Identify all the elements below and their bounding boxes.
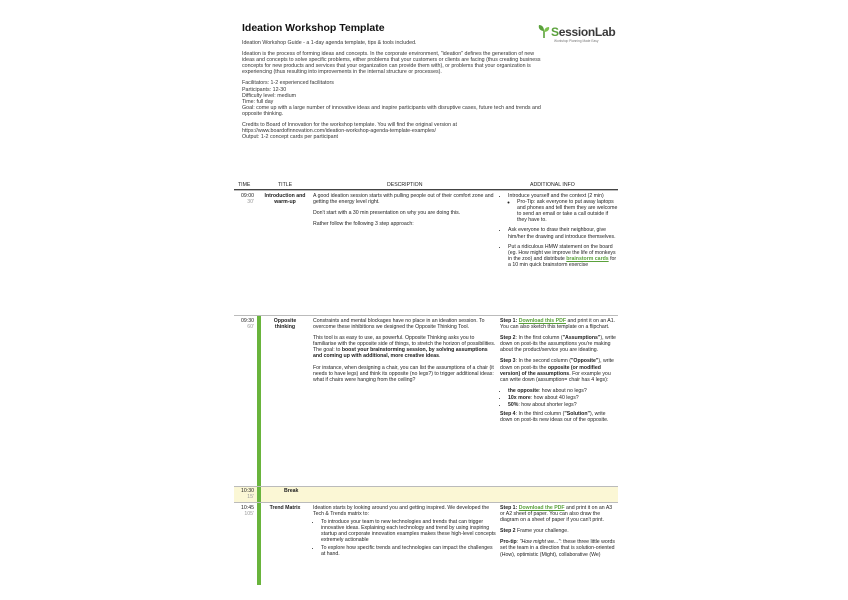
col-description: DESCRIPTION bbox=[387, 182, 423, 188]
credits-link[interactable]: https://www.boardofinnovation.com/ideation-workshop-agenda-template-examples/ bbox=[242, 128, 437, 135]
row-description: Ideation starts by looking around you and getting inspired. We developed the Tech & Trends matrix to: • To introduce your team to new technologies and trends that can trigger innovative ideas. Explaining each technology and trend by using inspiring startup and corporate innovation examples makes these high-level concepts extremely actionable • To explore how specific trends and technologies can impact the challenges at hand. bbox=[313, 505, 496, 561]
intro-section bbox=[242, 40, 542, 145]
session-color-bar bbox=[257, 487, 261, 502]
table-row bbox=[234, 315, 618, 486]
download-pdf-link[interactable]: Download this PDF bbox=[518, 318, 567, 324]
col-time: TIME bbox=[238, 182, 251, 188]
row-duration: 30' bbox=[247, 199, 254, 205]
row-title: Opposite thinking bbox=[273, 318, 297, 331]
row-time: 09:30 bbox=[241, 318, 254, 324]
row-additional: Step 1: Download this PDF and print it on an A1. You can also sketch this template on a flipchart. Step 2: In the first column ("Assumptions"), write down on post-its the assumptions you're making about the product/service you are ideating. Step 3: In the second column ("Opposite"), write down on post-its the opposite (or modified version) of the assumptions. For example you can write down (assumption= chair has 4 legs): • the opposite: how about no legs? • 10x more: how about 40 legs? • 50%: how about shorter legs? Step 4: In the third column ("Solution"), write down on post-its new ideas our of the opposite. bbox=[500, 318, 618, 428]
intro-subtitle: Ideation Workshop Guide - a 1-day agenda template, tips & tools included. bbox=[242, 40, 417, 46]
logo-tagline: Workshop Planning Made Easy bbox=[554, 39, 599, 43]
row-description: A good ideation session starts with pulling people out of their comfort zone and getting the energy level right. Don't start with a 30 min presentation on why you are doing this. Rather follow the following 3 step approach: bbox=[313, 193, 494, 228]
sessionlab-logo bbox=[538, 22, 618, 46]
intro-credits: Credits to Board of Innovation for the workshop template. You will find the original version at https://www.boardofinnovation.com/ideation-workshop-agenda-template-examples/ Output: 1-2 concept cards per participant bbox=[242, 122, 542, 140]
brainstorm-cards-link[interactable]: brainstorm cards bbox=[566, 255, 609, 262]
intro-meta: Facilitators: 1-2 experienced facilitators Participants: 12-30 Difficulty level: medium Time: full day Goal: come up with a large number of innovative ideas and inspire participants with disruptive cases, future tech and trends and opposite thinking. bbox=[242, 80, 541, 117]
row-duration: 15' bbox=[247, 494, 254, 500]
row-time: 10:30 bbox=[241, 488, 254, 494]
document-page bbox=[228, 0, 624, 600]
agenda-table bbox=[234, 181, 618, 585]
row-duration: 60' bbox=[247, 324, 254, 330]
intro-description: Ideation is the process of forming ideas and concepts. In the corporate environment, "ideation" defines the generation of new ideas and concepts to solve specific problems, either problems that your customers or clients are facing (thus creating business concepts for new products and services that your organization can provide them with), or problems that your organization is experiencing (thus resulting into improvements in the internal structure or processes). bbox=[242, 51, 541, 76]
row-duration: 105' bbox=[244, 511, 254, 517]
row-time: 09:00 bbox=[241, 193, 254, 199]
col-title: TITLE bbox=[278, 182, 293, 188]
document-title: Ideation Workshop Template bbox=[242, 22, 385, 34]
session-color-bar bbox=[257, 503, 261, 585]
row-title: Trend Matrix bbox=[269, 505, 301, 511]
session-color-bar bbox=[257, 316, 261, 486]
col-additional: ADDITIONAL INFO bbox=[530, 182, 575, 188]
table-header bbox=[234, 181, 618, 190]
logo-wordmark: SessionLab bbox=[551, 25, 616, 39]
row-additional: • Introduce yourself and the context (2 min) ◦ Pro-Tip: ask everyone to put away laptops and phones and tell them they are welcome to send an email or take a call outside if they have to. • Ask everyone to draw their neighbour, give him/her the drawing and introduce themselves. • Put a ridiculous HMW statement on the board (eg. How might we improve the life of monkeys in the zoo) and distribute brainstorm cards for a 10 min quick brainstorm exercise bbox=[500, 193, 618, 272]
row-time: 10:45 bbox=[241, 505, 254, 511]
row-title: Introduction and warm-up bbox=[264, 193, 306, 206]
sessionlab-leaf-icon bbox=[538, 24, 550, 38]
table-row bbox=[234, 190, 618, 315]
table-row bbox=[234, 502, 618, 585]
row-description: Constraints and mental blockages have no place in an ideation session. To overcome these inhibitions we designed the Opposite Thinking Tool. This tool is as easy to use, as powerful. Opposite Thinking asks you to familiarise with the opposite side of things, to stretch the horizon of possibilities. The goal: to boost your brainstorming session, by solving assumptions and coming up with additional, more creative ideas. For instance, when designing a chair, you can list the assumptions of a chair (it needs to have legs) and think its opposite (no legs?) to trigger additional ideas: what if chairs were hanging from the ceiling? bbox=[313, 318, 496, 383]
row-title: Break bbox=[284, 488, 299, 494]
table-row bbox=[234, 486, 618, 502]
download-pdf-link[interactable]: Download the PDF bbox=[518, 505, 565, 511]
row-additional: Step 1: Download the PDF and print it on an A3 or A2 sheet of paper. You can also draw the diagram on a sheet of paper if you can't print. Step 2 Frame your challenge. Pro-tip: "How might we...": these three little words set the team in a direction that is solution-oriented (How), optimistic (Might), collaborative (We) bbox=[500, 505, 615, 558]
